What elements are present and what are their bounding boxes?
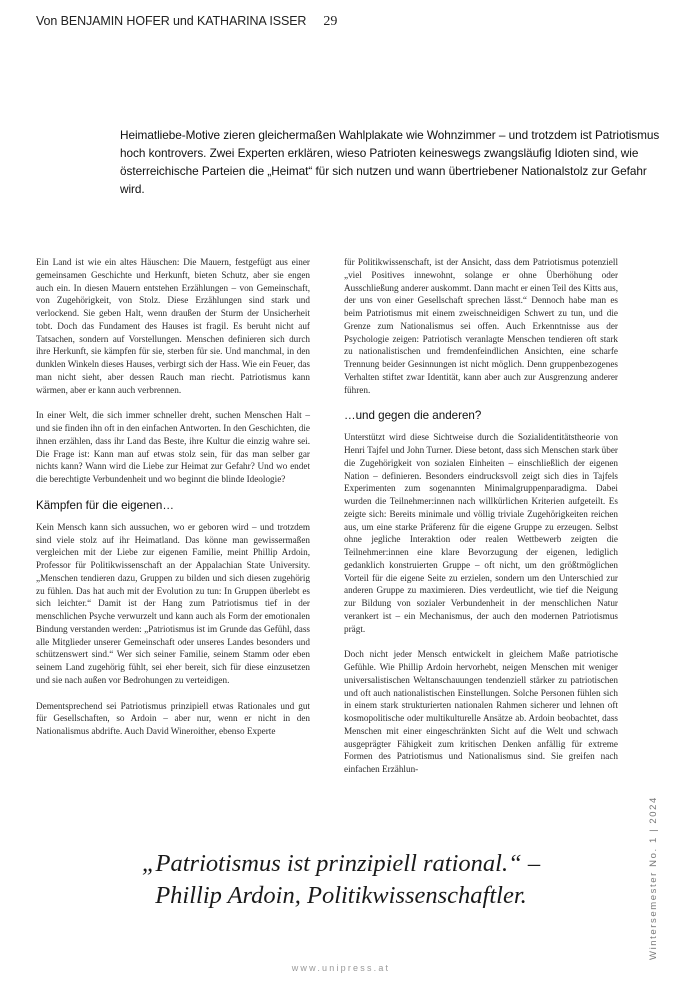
pull-quote-text: „Patriotismus ist prinzipiell rational.“ – xyxy=(141,850,541,877)
body-paragraph: Dementsprechend sei Patriotismus prinzipiell etwas Rationales und gut für Gesellschaften, so Ardoin – aber nur, wenn er nicht in den Nationalismus abdrifte. Auch David Wineroither, ebenso Experte xyxy=(36,700,310,736)
pull-quote-attribution: Phillip Ardoin, Politikwissenschaftler. xyxy=(155,882,527,909)
body-paragraph: für Politikwissenschaft, ist der Ansicht, dass dem Patriotismus potenziell „viel Positives innewohnt, solange er ohne Überhöhung oder Ausschließung anderer auskommt. Dann macht er einen Teil des Kitts aus, der uns von einer Gesellschaft sprechen lässt.“ Dennoch habe man es beim Patriotismus mit einem zweischneidigen Schwert zu tun, und die Grenze zum Nationalismus sei offen. Auch Erkenntnisse aus der Psychologie zeigen: Patriotisch veranlagte Menschen tendieren oft stark zu nationalistischen und fremdenfeindlichen Ansichten, eine scharfe Trennung beider Gesinnungen ist nicht möglich. Denn gruppenbezogenes Verhalten stiftet zwar Identität, kann aber auch zur Ausgrenzung anderer führen. xyxy=(344,257,618,395)
page-header xyxy=(36,14,337,40)
page-number: 29 xyxy=(323,14,338,29)
body-paragraph: Doch nicht jeder Mensch entwickelt in gleichem Maße patriotische Gefühle. Wie Phillip Ardoin hervorhebt, neigen Menschen mit weniger universalistischen Weltanschauungen tendenziell stärker zu patriotischen und oft auch nationalistischen Einstellungen. Solche Personen fühlen sich in einem stark strukturierten nationalen Rahmen sicherer und lehnen oft kosmopolitische oder multikulturelle Ansätze ab. Ardoin beobachtet, dass Menschen mit einer eingeschränkten Sicht auf die Welt und schwach ausgeprägter Fähigkeit zum kritischen Denken anfällig für extreme Formen des Patriotismus und Nationalismus sind. Sie greifen nach einfachen Erzählun- xyxy=(344,649,618,774)
body-paragraph: Unterstützt wird diese Sichtweise durch die Sozialidentitätstheorie von Henri Tajfel und John Turner. Diese betont, dass sich Menschen stark über die Zugehörigkeit von sozialen Einheiten – einschließlich der eigenen Nation – definieren. Besonders eindrucksvoll zeigt sich dies in Tajfels Experimenten zum sogenannten Minimalgruppenparadigma. Dabei wurden die Teilnehmer:innen nach willkürlichen Kriterien aufgeteilt. Es zeigte sich: Bereits minimale und völlig triviale Zugehörigkeiten reichen aus, um eine starke Präferenz für die eigene Gruppe zu erzeugen. Selbst ohne jegliche Interaktion oder realen Wettbewerb zeigten die Teilnehmer:innen eine klare Bevorzugung der eigenen, lediglich gedanklich konstruierten Gruppe – oft nicht, um den größtmöglichen Vorteil für die eigene Seite zu erzielen, sondern um den Unterschied zur anderen Gruppe zu maximieren. Dies verdeutlicht, wie tief die Neigung zur Bildung von sozialer Verbundenheit in der menschlichen Natur verankert ist – ein Mechanismus, der auch den modernen Patriotismus prägt. xyxy=(344,432,618,634)
section-heading: …und gegen die anderen? xyxy=(344,409,482,423)
lead-paragraph: Heimatliebe-Motive zieren gleichermaßen Wahlplakate wie Wohnzimmer – und trotzdem ist Patriotismus hoch kontrovers. Zwei Experten erklären, wieso Patrioten keineswegs zwangsläufig Idioten sind, wie österreichische Parteien die „Heimat“ für sich nutzen und wann übertriebener Nationalstolz zur Gefahr wird. xyxy=(120,128,660,196)
left-column xyxy=(36,256,310,751)
issue-label: Wintersemester No. 1 | 2024 xyxy=(648,796,659,960)
right-column xyxy=(344,256,618,789)
body-paragraph: Ein Land ist wie ein altes Häuschen: Die Mauern, festgefügt aus einer gemeinsamen Geschichte und Herkunft, bieten Schutz, aber sie engen auch ein. In diesen Mauern entstehen Erzählungen – von Gemeinschaft, von Zugehörigkeit, von Stolz. Diese Erzählungen sind stark und verlockend. Sie geben Halt, wenn draußen der Sturm der Unsicherheit tobt. Doch das Fundament des Hauses ist fragil. Es beruht nicht auf Tatsachen, sondern auf Vorstellungen. Menschen definieren sich durch ihre Herkunft, sie kämpfen für sie, sterben für sie. Und manchmal, in den dunklen Winkeln dieses Hauses, verbirgt sich der Hass. Wie ein Feuer, das man nicht sieht, aber dessen Rauch man riecht. Patriotismus kann wärmen, aber er kann auch verbrennen. xyxy=(36,257,310,395)
author-byline: Von BENJAMIN HOFER und KATHARINA ISSER xyxy=(36,14,307,28)
body-paragraph: In einer Welt, die sich immer schneller dreht, suchen Menschen Halt – und sie finden ihn oft in den einfachen Antworten. In den Geschichten, die ihnen erzählen, dass ihr Land das Beste, ihre Kultur die einzig wahre sei. Die Frage ist: Kann man auf etwas stolz sein, für das man selber gar nichts kann? Wann wird die Liebe zur Heimat zur Gefahr? Und wo endet die berechtigte Verbundenheit und wo beginnt die blinde Ideologie? xyxy=(36,410,311,484)
section-heading: Kämpfen für die eigenen… xyxy=(36,498,174,512)
body-paragraph: Kein Mensch kann sich aussuchen, wo er geboren wird – und trotzdem sind viele stolz auf ihr Heimatland. Das könne man gewissermaßen vergleichen mit der Liebe zur eigenen Familie, meint Phillip Ardoin, Professor für Politikwissenschaft an der Appalachian State University. „Menschen tendieren dazu, Gruppen zu bilden und sich diesen zugehörig zu fühlen. Das hat auch mit der Evolution zu tun: In Gruppen überlebt es sich leichter.“ Damit ist der Hang zum Patriotismus tief in der menschlichen Psyche verwurzelt und kann auch als Form der emotionalen Bindung verstanden werden: „Patriotismus ist im Grunde das Gefühl, dass alle Mitglieder unserer Gemeinschaft oder unseres Landes besonders und schützenswert sind.“ Wer sich seiner Familie, seinem Stamm oder eben seinem Land zugehörig fühlt, sei eher bereit, sich für diese einzusetzen und sie nach außen vor Bedrohungen zu verteidigen. xyxy=(36,521,310,685)
footer-url: www.unipress.at xyxy=(291,963,391,973)
pull-quote xyxy=(60,848,622,912)
